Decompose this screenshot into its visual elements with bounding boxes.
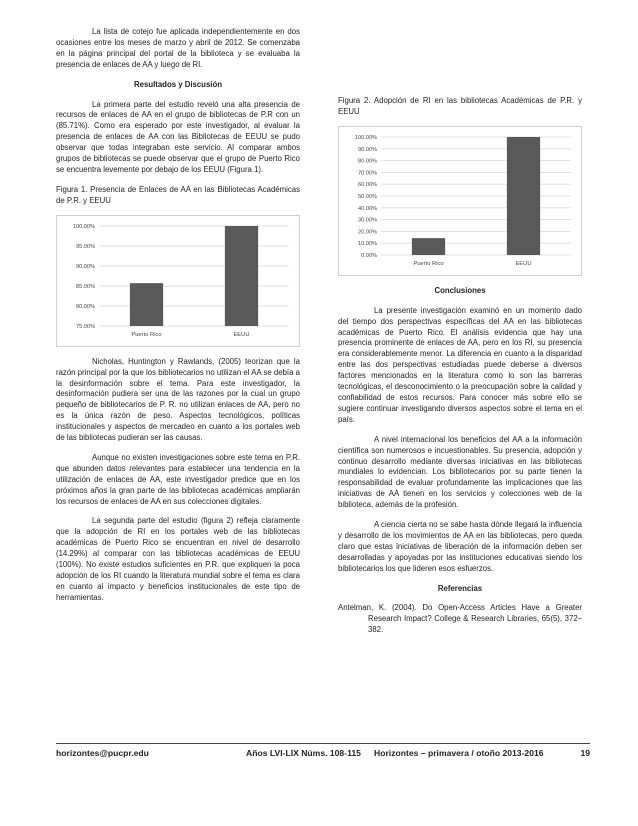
bar-eeuu (507, 137, 540, 255)
footer-volume: Años LVI-LIX Núms. 108-115 (246, 748, 361, 758)
y-tick-label: 75.00% (76, 323, 95, 330)
y-tick-label: 80.00% (76, 303, 95, 310)
figure-2-chart (338, 126, 582, 276)
figure-2-caption: Figura 2. Adopción de RI en las bibliotecas Académicas de P.R. y EEUU (338, 96, 582, 116)
y-tick-label: 85.00% (76, 283, 95, 290)
heading-references: Referencias (437, 583, 483, 593)
figure-2-svg (339, 127, 581, 275)
y-tick-label: 90.00% (76, 263, 95, 270)
bar-puerto-rico (130, 283, 163, 326)
page-footer (56, 743, 590, 758)
x-tick-label: Puerto Rico (131, 331, 162, 338)
y-tick-label: 40.00% (358, 205, 377, 212)
figure-1-caption: Figura 1. Presencia de Enlaces de AA en las Bibliotecas Académicas de P.R. y EEUU (56, 184, 300, 205)
y-tick-label: 100.00% (72, 223, 95, 230)
y-tick-label: 95.00% (76, 243, 95, 250)
footer-page-number: 19 (580, 748, 590, 758)
paragraph-results-3: Aunque no existen investigaciones sobre este tema en P.R. que abunden datos relevantes para establecer una tendencia en la utilización de enlaces de AA, este investigador predice que en los próximos años la gran parte de las bibliotecas académicas ampliarán los recursos de enlaces de AA en sus colecciones digitales. (56, 452, 300, 506)
y-tick-label: 0.00% (361, 252, 377, 259)
heading-conclusions: Conclusiones (434, 285, 486, 295)
paragraph-results-1: La primera parte del estudio reveló una alta presencia de recursos de enlaces de AA en el grupo de bibliotecas de P.R con un (85.71%). Como era esperado por este investigador, al evaluar la presencia de enlaces de AA con las Bibliotecas de EEUU se pudo observar que todas integraban este servicio. Al comparar ambos grupos de bibliotecas se puede observar que el grupo de Puerto Rico se encuentra levemente por debajo de los EEUU (Figura 1). (56, 99, 300, 174)
bar-puerto-rico (412, 238, 445, 255)
paragraph-conclusions-1: La presente investigación examinó en un momento dado del tiempo dos perspectivas específicas del AA en las bibliotecas académicas de Puerto Rico. El análisis evidencia que hay una presencia prominente de enlaces de AA, pero en los RI, su presencia era considerablemente menor. La diferencia en cuanto a la disparidad entre las dos perspectivas estudiadas puede deberse a diversos factores mencionados en la literatura como lo son las barreras tecnológicas, el desconocimiento o la preocupación sobre la calidad y confiabilidad de estos recursos. Para conocer más sobre ello se sugiere continuar investigando diversos aspectos sobre el tema en el país. (338, 305, 582, 424)
right-column (338, 96, 582, 636)
y-tick-label: 70.00% (358, 170, 377, 177)
paragraph-conclusions-2: A nivel internacional los beneficios del AA a la información científica son numerosos e incuestionables. Su presencia, adopción y continuo desarrollo mediante diversas iniciativas en las bibliotecas mundiales lo evidencian. Los bibliotecarios por su parte tienen la responsabilidad de evaluar profundamente las implicaciones que las iniciativas de AA tienen en los servicios y colecciones web de la biblioteca, además de la profesión. (338, 434, 582, 510)
x-tick-label: Puerto Rico (413, 260, 444, 267)
heading-results: Resultados y Discusión (134, 79, 222, 89)
paragraph-method: La lista de cotejo fue aplicada independientemente en dos ocasiones entre los meses de marzo y abril de 2012. Se comenzaba en la página principal del portal de la biblioteca y se evaluaba la presencia de enlaces de AA y luego de RI. (56, 27, 300, 69)
y-tick-label: 90.00% (358, 146, 377, 153)
figure-1-chart (56, 215, 300, 347)
y-tick-label: 10.00% (358, 241, 377, 248)
footer-journal: Horizontes – primavera / otoño 2013-2016 (374, 748, 544, 758)
y-tick-label: 100.00% (354, 134, 377, 141)
y-tick-label: 50.00% (358, 193, 377, 200)
footer-email: horizontes@pucpr.edu (56, 748, 149, 758)
figure-1-svg (57, 216, 299, 346)
y-tick-label: 80.00% (358, 158, 377, 165)
x-tick-label: EEUU (515, 260, 532, 267)
y-tick-label: 20.00% (358, 229, 377, 236)
paragraph-results-2: Nicholas, Huntington y Rawlands, (2005) teorizan que la razón principal por la que los bibliotecarios no utilizan el AA se debía a la desinformación sobre el tema. Para este investigador, la desinformación pudiera ser una de las razones por la cual un grupo pequeño de bibliotecarios de P. R. no utilizan enlaces de AA, pero no es la única razón de peso. Aspectos tecnológicos, políticas institucionales y aspectos de mercadeo en cuanto a los portales web de las bibliotecas pudieran ser las causas. (56, 356, 300, 443)
y-tick-label: 30.00% (358, 217, 377, 224)
reference-1: Antelman, K. (2004). Do Open-Access Articles Have a Greater Research Impact? College & Research Libraries, 65(5), 372–382. (338, 603, 582, 635)
left-column (56, 27, 300, 613)
y-tick-label: 60.00% (358, 182, 377, 189)
paragraph-conclusions-3: A ciencia cierta no se sabe hasta dónde llegará la influencia y desarrollo de los movimientos de AA en las bibliotecas, pero queda claro que estas iniciativas de liberación de la información deben ser desarrolladas y apoyadas por las instituciones educativas siendo los bibliotecarios los que lideren esos esfuerzos. (338, 520, 582, 573)
bar-eeuu (225, 226, 258, 326)
paragraph-results-4: La segunda parte del estudio (figura 2) refleja claramente que la adopción de RI en los portales web de las bibliotecas académicas de Puerto Rico se encuentran en nivel de desarrollo (14.29%) al comparar con las bibliotecas académicas de EEUU (100%). No existe estudios suficientes en P.R. que expliquen la poca adopción de los RI cuando la literatura mundial sobre el tema es clara en cuanto al impacto y beneficios institucionales de este tipo de herramientas. (56, 516, 300, 602)
x-tick-label: EEUU (233, 331, 250, 338)
